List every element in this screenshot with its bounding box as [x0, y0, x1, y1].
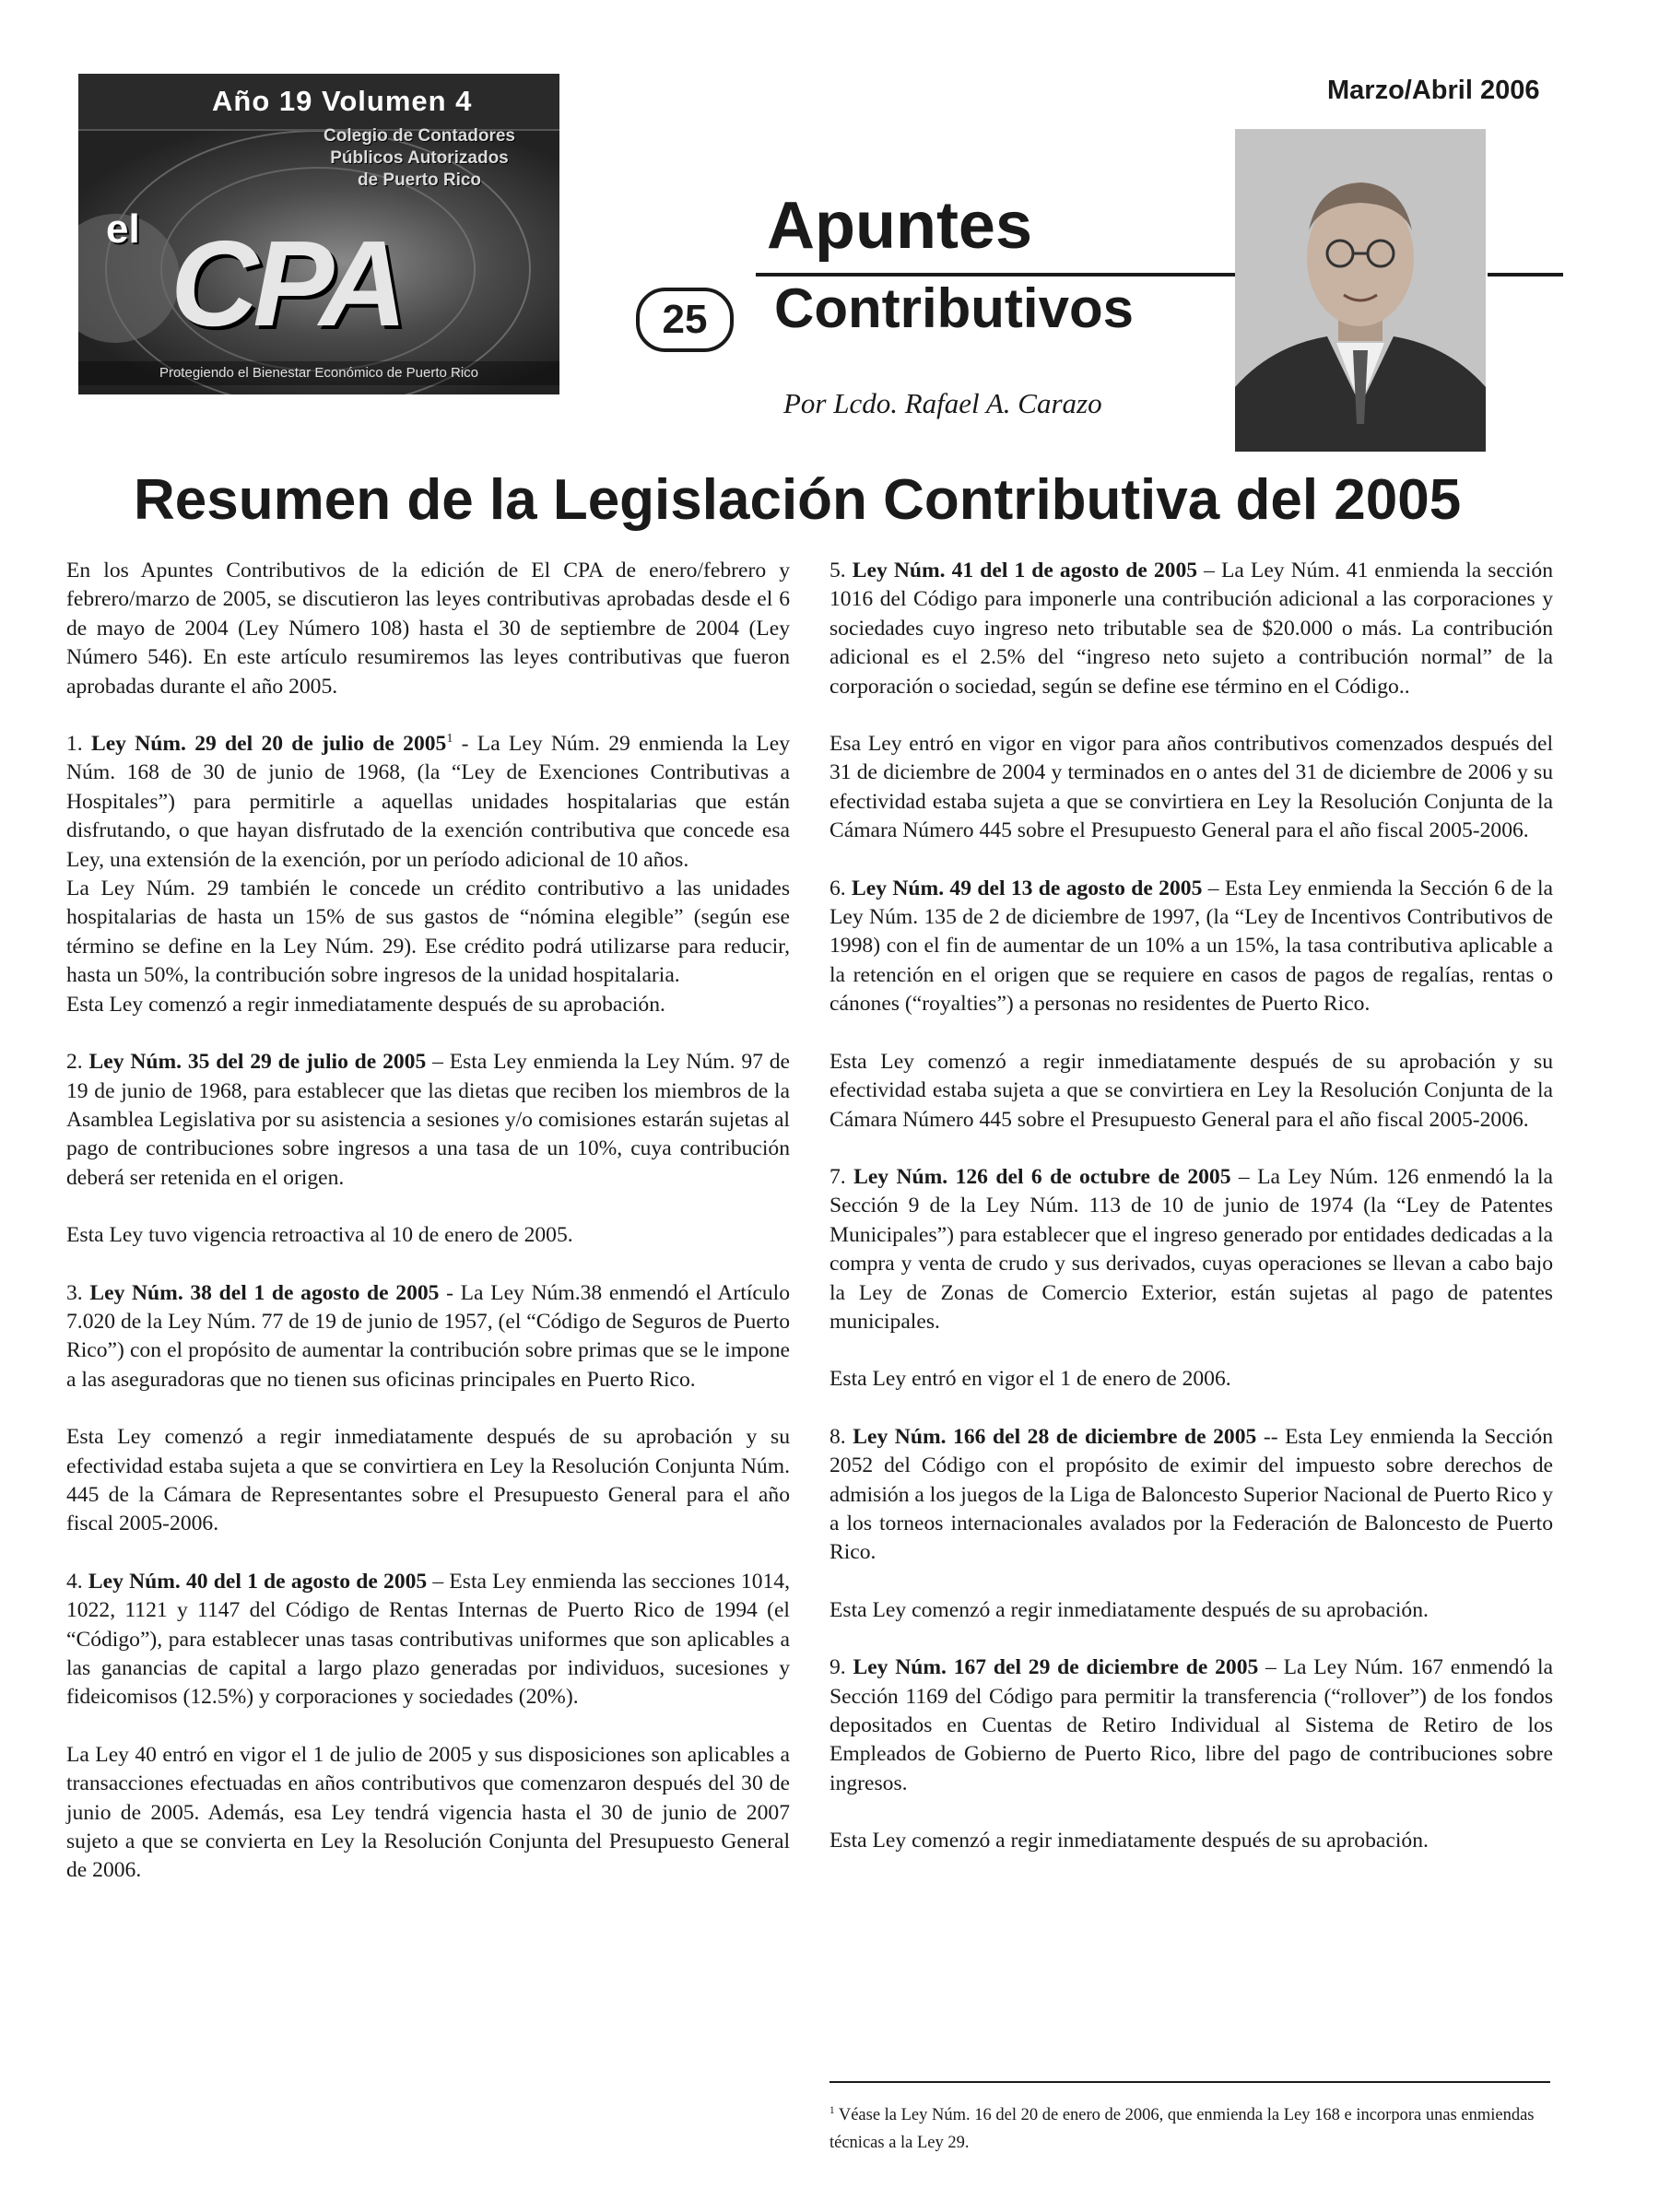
law-title: Ley Núm. 29 del 20 de julio de 2005: [90, 732, 447, 757]
article-column-right: [830, 557, 1553, 1885]
item-number: 5.: [830, 559, 846, 582]
law-item-9-effective: Esta Ley comenzó a regir inmediatamente después de su aprobación.: [830, 1829, 1429, 1853]
author-byline: Por Lcdo. Rafael A. Carazo: [783, 387, 1102, 419]
law-item-6: [830, 875, 1553, 1019]
title-divider-right: [1488, 273, 1563, 276]
item-number: 6.: [830, 876, 846, 900]
law-summary: – La Ley Núm. 41 enmienda la sección 1016 del Código para imponerle una contribución adicional a las corporaciones y sociedades cuyo ingreso neto tributable sea de $20.000 o más. La contribución adicional es el 2.5% del “ingreso neto sujeto a contribución normal” de la corporación o sociedad, según se define ese término en el Código..: [830, 559, 1554, 699]
law-summary: – Esta Ley enmienda la Sección 6 de la Ley Núm. 135 de 2 de diciembre de 1997, (la “Ley de Incentivos Contributivos de 1998) con el fin de aumentar de un 10% a un 15%, la tasa contributiva aplicable a la retención en el origen que se requiere en casos de pagos de regalías, rentas o cánones (“royalties”) a personas no residentes de Puerto Rico.: [830, 876, 1553, 1017]
law-item-2: [66, 1048, 790, 1193]
item-number: 7.: [830, 1164, 846, 1189]
brand-logo-text: CPA: [171, 216, 402, 351]
footnote: [830, 2101, 1558, 2157]
law-summary: – Esta Ley enmienda las secciones 1014, 1022, 1121 y 1147 del Código de Rentas Internas de Puerto Rico de 1994 (el “Código”), para establecer unas tasas contributivas uniformes que son aplicables a las ganancias de capital a largo plazo generadas por individuos, sucesiones y fideicomisos (12.5%) y corporaciones y sociedades (20%).: [66, 1569, 791, 1710]
column-title-line2: Contributivos: [774, 277, 1134, 339]
law-summary: – La Ley Núm. 126 enmendó la la Sección 9 de la Ley Núm. 113 de 10 de junio de 1974 (la “Ley de Patentes Municipales”) para establecer que el ingreso generado por entidades dedicadas a la compra y venta de crudo y sus derivados, cuyas operaciones se llevan a cabo bajo la Ley de Zonas de Comercio Exterior, están sujetas al pago de patentes municipales.: [830, 1164, 1553, 1334]
masthead-banner: [78, 74, 559, 131]
college-name: Colegio de Contadores Públicos Autorizados de Puerto Rico: [324, 126, 515, 190]
law-item-5: [830, 557, 1553, 701]
law-summary: -- Esta Ley enmienda la Sección 2052 del Código con el propósito de eximir del impuesto sobre derechos de admisión a los juegos de la Liga de Baloncesto Superior Nacional de Puerto Rico y a los torneos internacionales avalados por la Federación de Baloncesto de Puerto Rico.: [830, 1424, 1553, 1565]
law-summary: – Esta Ley enmienda la Ley Núm. 97 de 19 de junio de 1968, para establecer que las dietas que reciben los miembros de la Asamblea Legislativa por su asistencia a sesiones y/o comisiones estarán sujetas al pago de contribuciones sobre ingresos a una tasa de un 10%, cuya contribución deberá ser retenida en el origen.: [66, 1050, 790, 1190]
law-title: Ley Núm. 41 del 1 de agosto de 2005: [852, 559, 1198, 582]
item-number: 9.: [830, 1655, 846, 1680]
issue-label: Año 19 Volumen 4: [212, 85, 473, 117]
item-number: 8.: [830, 1424, 846, 1449]
footnote-ref: 1: [446, 731, 453, 747]
law-item-3-effective: Esta Ley comenzó a regir inmediatamente después de su aprobación y su efectividad estaba sujeta a que se convirtiera en Ley la Resolución Conjunta Núm. 445 de la Cámara de Representantes sobre el Presupuesto General para el año fiscal 2005-2006.: [66, 1425, 790, 1536]
brand-prefix: el: [106, 206, 140, 252]
law-item-9: [830, 1653, 1553, 1798]
issue-date: Marzo/Abril 2006: [1327, 76, 1540, 105]
masthead-logo: [78, 74, 559, 394]
law-item-8: [830, 1423, 1553, 1568]
law-item-4-effective: La Ley 40 entró en vigor el 1 de julio de 2005 y sus disposiciones son aplicables a transacciones efectuadas en años contributivos que comenzaron después del 30 de junio de 2005. Además, esa Ley tendrá vigencia hasta el 30 de junio de 2007 sujeto a que se convierta en Ley la Resolución Conjunta del Presupuesto General de 2006.: [66, 1742, 790, 1883]
law-item-6-effective: Esta Ley comenzó a regir inmediatamente después de su aprobación y su efectividad estaba sujeta a que se convirtiera en Ley la Resolución Conjunta de la Cámara Número 445 sobre el Presupuesto General para el año fiscal 2005-2006.: [830, 1049, 1553, 1132]
law-title: Ley Núm. 126 del 6 de octubre de 2005: [853, 1164, 1231, 1189]
law-title: Ley Núm. 35 del 29 de julio de 2005: [88, 1050, 427, 1075]
law-title: Ley Núm. 167 del 29 de diciembre de 2005: [853, 1655, 1259, 1680]
law-title: Ley Núm. 40 del 1 de agosto de 2005: [88, 1569, 428, 1594]
law-summary: - La Ley Núm. 29 enmienda la Ley Núm. 168 de 30 de junio de 1968, (la “Ley de Exenciones Contributivas a Hospitales”) para permitirle a aquellas unidades hospitalarias que están disfrutando, o que hayan disfrutado de la exención contributiva que concede esa Ley, una extensión de la exención, por un período adicional de 10 años.: [66, 732, 790, 872]
law-title: Ley Núm. 166 del 28 de diciembre de 2005: [853, 1424, 1257, 1449]
law-item-7-effective: Esta Ley entró en vigor el 1 de enero de 2006.: [830, 1367, 1231, 1392]
footnote-divider: [830, 2081, 1550, 2083]
law-item-8-effective: Esta Ley comenzó a regir inmediatamente después de su aprobación.: [830, 1597, 1429, 1622]
law-title: Ley Núm. 49 del 13 de agosto de 2005: [852, 876, 1203, 900]
law-title: Ley Núm. 38 del 1 de agosto de 2005: [89, 1280, 440, 1305]
law-item-4: [66, 1568, 790, 1712]
footnote-mark: 1: [830, 2104, 835, 2116]
law-item-3: [66, 1279, 790, 1395]
law-item-2-effective: Esta Ley tuvo vigencia retroactiva al 10 de enero de 2005.: [66, 1223, 573, 1248]
law-summary: – La Ley Núm. 167 enmendó la Sección 1169 del Código para permitir la transferencia (“rollover”) de los fondos depositados en Cuentas de Retiro Individual al Sistema de Retiro de los Empleados de Gobierno de Puerto Rico, libre del pago de contribuciones sobre ingresos.: [830, 1655, 1553, 1795]
law-item-1: [66, 730, 790, 875]
law-item-1-effective: Esta Ley comenzó a regir inmediatamente después de su aprobación.: [66, 992, 665, 1017]
item-number: 2.: [66, 1050, 83, 1075]
law-item-7: [830, 1163, 1553, 1336]
author-photo: [1235, 129, 1486, 452]
intro-paragraph: En los Apuntes Contributivos de la edición de El CPA de enero/febrero y febrero/marzo de 2005, se discutieron las leyes contributivas aprobadas desde el 6 de mayo de 2004 (Ley Número 108) hasta el 30 de septiembre de 2004 (Ley Número 546). En este artículo resumiremos las leyes contributivas que fueron aprobadas durante el año 2005.: [66, 559, 790, 699]
item-number: 3.: [66, 1280, 83, 1305]
article-headline: Resumen de la Legislación Contributiva del 2005: [134, 468, 1462, 532]
law-summary: - La Ley Núm.38 enmendó el Artículo 7.020 de la Ley Núm. 77 de 19 de junio de 1957, (el “Código de Seguros de Puerto Rico”) con el propósito de aumentar la contribución sobre primas que se le impone a las aseguradoras que no tienen sus oficinas principales en Puerto Rico.: [66, 1280, 790, 1392]
portrait-image: [1235, 129, 1486, 452]
law-item-1-detail: La Ley Núm. 29 también le concede un crédito contributivo a las unidades hospitalarias de hasta un 15% de sus gastos de “nómina elegible” (según ese término se define en la Ley Núm. 29). Ese crédito podrá utilizarse para reducir, hasta un 50%, la contribución sobre ingresos de la unidad hospitalaria.: [66, 877, 790, 988]
article-column-left: [66, 557, 790, 1914]
item-number: 1.: [66, 732, 83, 757]
item-number: 4.: [66, 1569, 83, 1594]
footnote-text: Véase la Ley Núm. 16 del 20 de enero de 2006, que enmienda la Ley 168 e incorpora unas enmiendas técnicas a la Ley 29.: [830, 2106, 1535, 2152]
law-item-5-effective: Esa Ley entró en vigor en vigor para años contributivos comenzados después del 31 de diciembre de 2004 y terminados en o antes del 31 de diciembre de 2006 y su efectividad estaba sujeta a que se convirtiera en Ley la Resolución Conjunta de la Cámara Número 445 sobre el Presupuesto General para el año fiscal 2005-2006.: [830, 732, 1553, 843]
column-title-line1: Apuntes: [767, 189, 1032, 263]
masthead-tagline: Protegiendo el Bienestar Económico de Puerto Rico: [78, 361, 559, 385]
column-number-badge: 25: [636, 288, 734, 352]
